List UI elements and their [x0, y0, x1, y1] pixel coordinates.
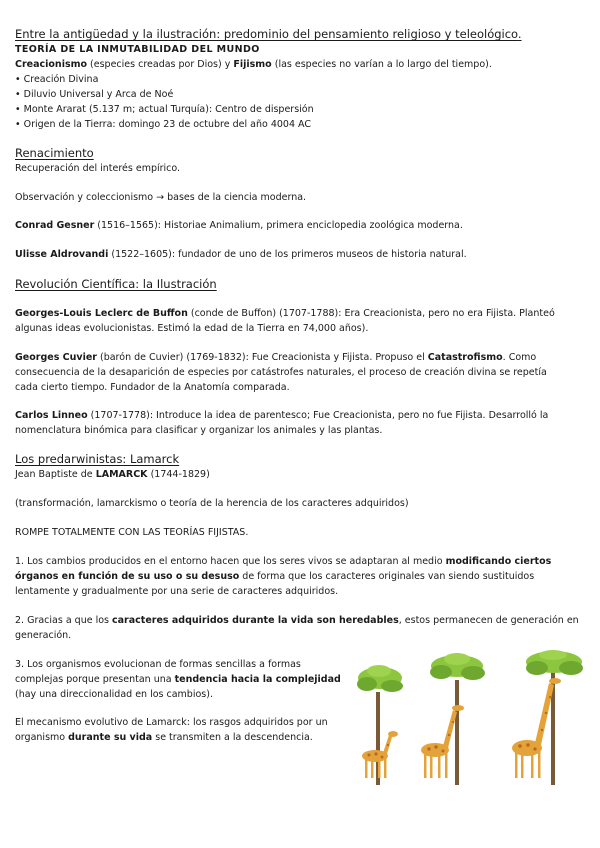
creacionismo-line: Creacionismo (especies creadas por Dios) y Fijismo (las especies no varían a lo largo del tiempo). — [15, 59, 492, 70]
paragraph: Observación y coleccionismo → bases de la ciencia moderna. — [15, 192, 307, 203]
linneo-paragraph-line: Carlos Linneo (1707-1778): Introduce la idea de parentesco; Fue Creacionista, pero no fue Fijista. Desarrolló la — [15, 410, 549, 421]
paragraph: Recuperación del interés empírico. — [15, 163, 181, 174]
cuvier-paragraph-line: cada cierto tiempo. Fundador de la Anatomía comparada. — [15, 382, 290, 393]
linneo-paragraph-line: nomenclatura binómica para clasificar y organizar los animales y las plantas. — [15, 425, 383, 436]
lamarck-name-line: Jean Baptiste de LAMARCK (1744-1829) — [15, 469, 210, 480]
point-2-line: 2. Gracias a que los caracteres adquiridos durante la vida son heredables, estos permanecen de generación en — [15, 615, 579, 626]
point-1-line: 1. Los cambios producidos en el entorno hacen que los seres vivos se adaptaran al medio modificando ciertos — [15, 556, 552, 567]
section-heading-lamarck: Los predarwinistas: Lamarck — [15, 452, 180, 466]
cuvier-paragraph-line: consecuencia de la desaparición de especies por catástrofes naturales, el proceso de creación divina se repetía — [15, 367, 547, 378]
point-3-line: (hay una direccionalidad en los cambios). — [15, 689, 213, 700]
paragraph: (transformación, lamarckismo o teoría de la herencia de los caracteres adquiridos) — [15, 498, 409, 509]
bullet-item: • Origen de la Tierra: domingo 23 de octubre del año 4004 AC — [15, 119, 311, 130]
bullet-item: • Diluvio Universal y Arca de Noé — [15, 89, 174, 100]
point-3-line: complejas porque presentan una tendencia hacia la complejidad — [15, 674, 341, 685]
tree-right — [526, 650, 583, 785]
bullet-item: • Monte Ararat (5.137 m; actual Turquía): Centro de dispersión — [15, 104, 314, 115]
section-heading-ilustracion: Revolución Científica: la Ilustración — [15, 277, 217, 291]
theory-title: TEORÍA DE LA INMUTABILIDAD DEL MUNDO — [15, 44, 260, 55]
aldrovandi-paragraph: Ulisse Aldrovandi (1522–1605): fundador de uno de los primeros museos de historia natural. — [15, 249, 467, 260]
buffon-paragraph-line: Georges-Louis Leclerc de Buffon (conde de Buffon) (1707-1788): Era Creacionista, pero no era Fijista. Planteó — [15, 308, 555, 319]
mechanism-line: El mecanismo evolutivo de Lamarck: los rasgos adquiridos por un — [15, 717, 328, 728]
point-1-line: órganos en función de su uso o su desuso de forma que los caracteres originales van siendo sustituidos — [15, 571, 535, 582]
giraffes-trees-illustration — [357, 650, 587, 785]
gesner-paragraph: Conrad Gesner (1516–1565): Historiae Animalium, primera enciclopedia zoológica moderna. — [15, 220, 463, 231]
point-3-line: 3. Los organismos evolucionan de formas sencillas a formas — [15, 659, 301, 670]
buffon-paragraph-line: algunas ideas evolucionistas. Estimó la edad de la Tierra en 74,000 años). — [15, 323, 369, 334]
section-heading-antiguedad: Entre la antigüedad y la ilustración: predominio del pensamiento religioso y teleológico. — [15, 27, 522, 41]
point-1-line: lentamente y gradualmente por una serie de caracteres adquiridos. — [15, 586, 339, 597]
cuvier-paragraph-line: Georges Cuvier (barón de Cuvier) (1769-1832): Fue Creacionista y Fijista. Propuso el Catastrofismo. Como — [15, 352, 537, 363]
bullet-item: • Creación Divina — [15, 74, 99, 85]
section-heading-renacimiento: Renacimiento — [15, 146, 94, 160]
paragraph: ROMPE TOTALMENTE CON LAS TEORÍAS FIJISTAS. — [15, 527, 249, 538]
point-2-line: generación. — [15, 630, 72, 641]
mechanism-line: organismo durante su vida se transmiten a la descendencia. — [15, 732, 313, 743]
